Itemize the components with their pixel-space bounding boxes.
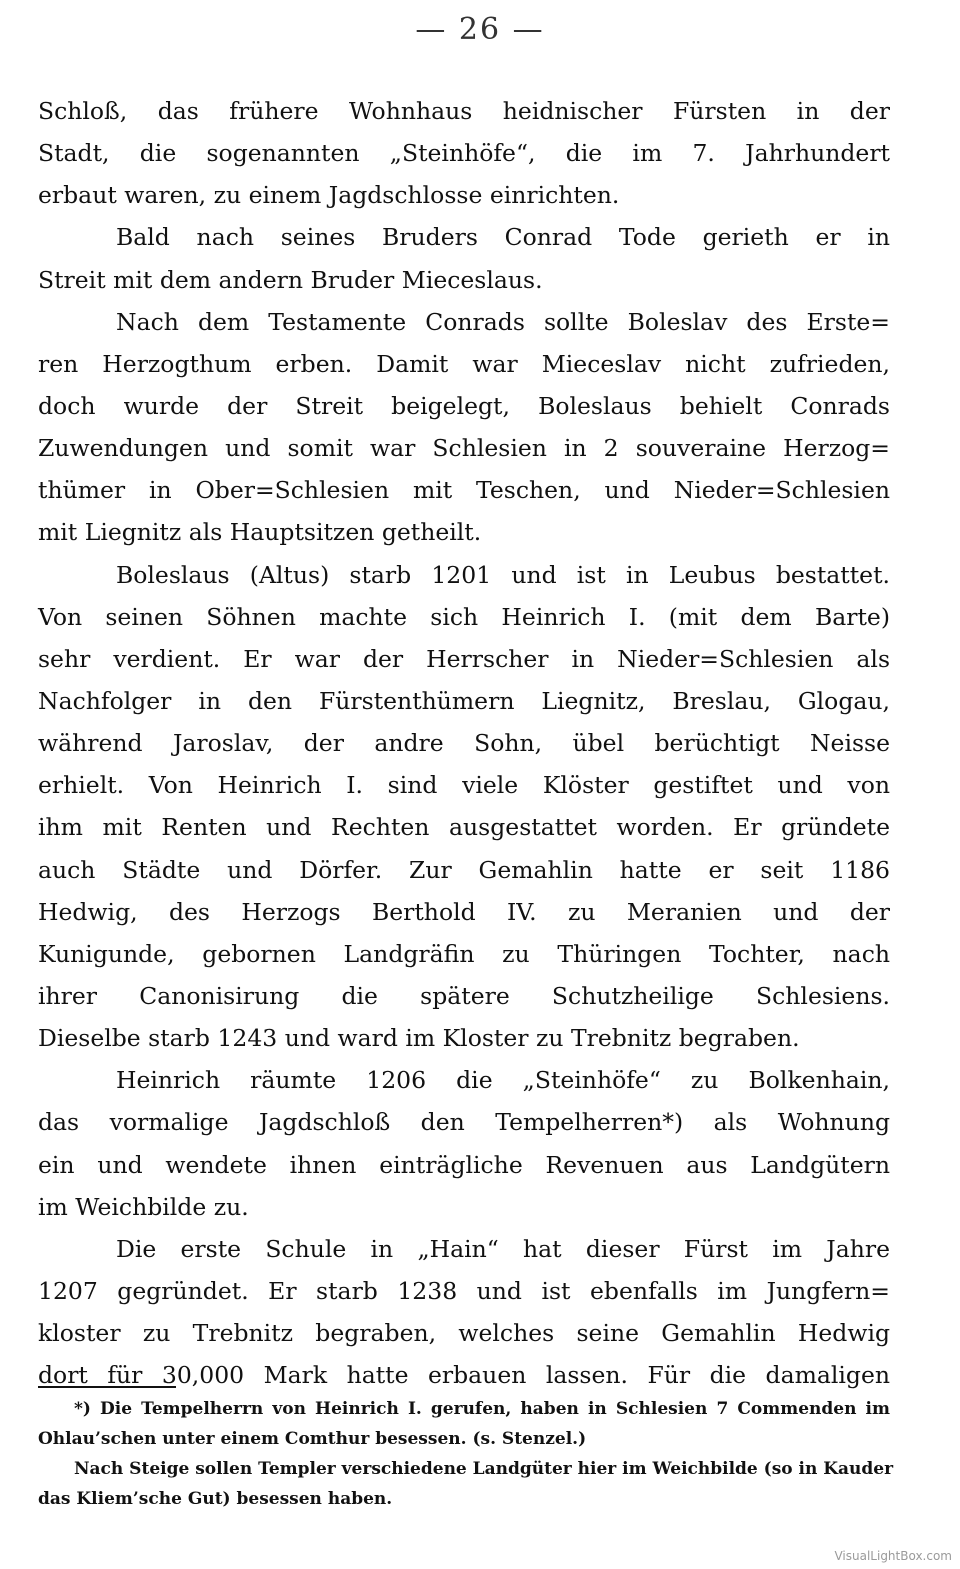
text-line: thümer in Ober=Schlesien mit Teschen, und Nieder=Schlesien <box>38 476 890 505</box>
footnote-divider <box>38 1386 176 1388</box>
text-line: erhielt. Von Heinrich I. sind viele Klöster gestiftet und von <box>38 771 890 800</box>
text-line: mit Liegnitz als Hauptsitzen getheilt. <box>38 518 482 547</box>
text-line: erbaut waren, zu einem Jagdschlosse einrichten. <box>38 181 620 210</box>
text-line: Heinrich räumte 1206 die „Steinhöfe“ zu Bolkenhain, <box>116 1066 890 1095</box>
text-line: Nachfolger in den Fürstenthümern Liegnitz, Breslau, Glogau, <box>38 686 890 715</box>
text-line: Stadt, die sogenannten „Steinhöfe“, die im 7. Jahrhundert <box>38 139 890 168</box>
text-line: ren Herzogthum erben. Damit war Mieceslav nicht zufrieden, <box>38 349 890 378</box>
text-line: auch Städte und Dörfer. Zur Gemahlin hatte er seit 1186 <box>38 855 890 884</box>
text-line: Von seinen Söhnen machte sich Heinrich I. (mit dem Barte) <box>38 602 890 631</box>
text-line: während Jaroslav, der andre Sohn, übel berüchtigt Neisse <box>38 729 890 758</box>
text-line: im Weichbilde zu. <box>38 1192 249 1221</box>
text-line: Kunigunde, gebornen Landgräfin zu Thüringen Tochter, nach <box>38 939 890 968</box>
text-line: Hedwig, des Herzogs Berthold IV. zu Meranien und der <box>38 897 890 926</box>
text-line: ein und wendete ihnen einträgliche Revenuen aus Landgütern <box>38 1150 890 1179</box>
text-line: Zuwendungen und somit war Schlesien in 2 souveraine Herzog= <box>38 434 890 463</box>
text-line: Schloß, das frühere Wohnhaus heidnischer Fürsten in der <box>38 97 890 125</box>
text-line: dort für 30,000 Mark hatte erbauen lassen. Für die damaligen <box>38 1361 890 1390</box>
text-line: Nach dem Testamente Conrads sollte Boleslav des Erste= <box>116 307 890 336</box>
text-line: Die erste Schule in „Hain“ hat dieser Fürst im Jahre <box>116 1234 890 1263</box>
text-line: ihrer Canonisirung die spätere Schutzheilige Schlesiens. <box>38 981 890 1010</box>
text-line: Streit mit dem andern Bruder Mieceslaus. <box>38 265 543 294</box>
footnote-line: Ohlau’schen unter einem Comthur besessen. (s. Stenzel.) <box>38 1429 587 1449</box>
footnote-line: Nach Steige sollen Templer verschiedene Landgüter hier im Weichbilde (so in Kauder <box>74 1459 894 1479</box>
text-line: Bald nach seines Bruders Conrad Tode gerieth er in <box>116 223 890 252</box>
body-text <box>38 90 890 1396</box>
text-line: Dieselbe starb 1243 und ward im Kloster zu Trebnitz begraben. <box>38 1024 800 1053</box>
text-line: kloster zu Trebnitz begraben, welches seine Gemahlin Hedwig <box>38 1319 890 1348</box>
text-line: doch wurde der Streit beigelegt, Boleslaus behielt Conrads <box>38 391 890 420</box>
text-line: das vormalige Jagdschloß den Tempelherren*) als Wohnung <box>38 1108 890 1137</box>
footnotes <box>38 1394 894 1514</box>
text-line: Boleslaus (Altus) starb 1201 und ist in Leubus bestattet. <box>116 560 890 589</box>
footnote-line: das Kliem’sche Gut) besessen haben. <box>38 1489 393 1509</box>
text-line: ihm mit Renten und Rechten ausgestattet worden. Er gründete <box>38 813 890 842</box>
page-number-header: — 26 — <box>415 12 545 47</box>
watermark: VisualLightBox.com <box>834 1549 952 1563</box>
text-line: sehr verdient. Er war der Herrscher in Nieder=Schlesien als <box>38 644 890 673</box>
footnote-line: *) Die Tempelherrn von Heinrich I. gerufen, haben in Schlesien 7 Commenden im <box>74 1399 890 1419</box>
text-line: 1207 gegründet. Er starb 1238 und ist ebenfalls im Jungfern= <box>38 1276 890 1305</box>
